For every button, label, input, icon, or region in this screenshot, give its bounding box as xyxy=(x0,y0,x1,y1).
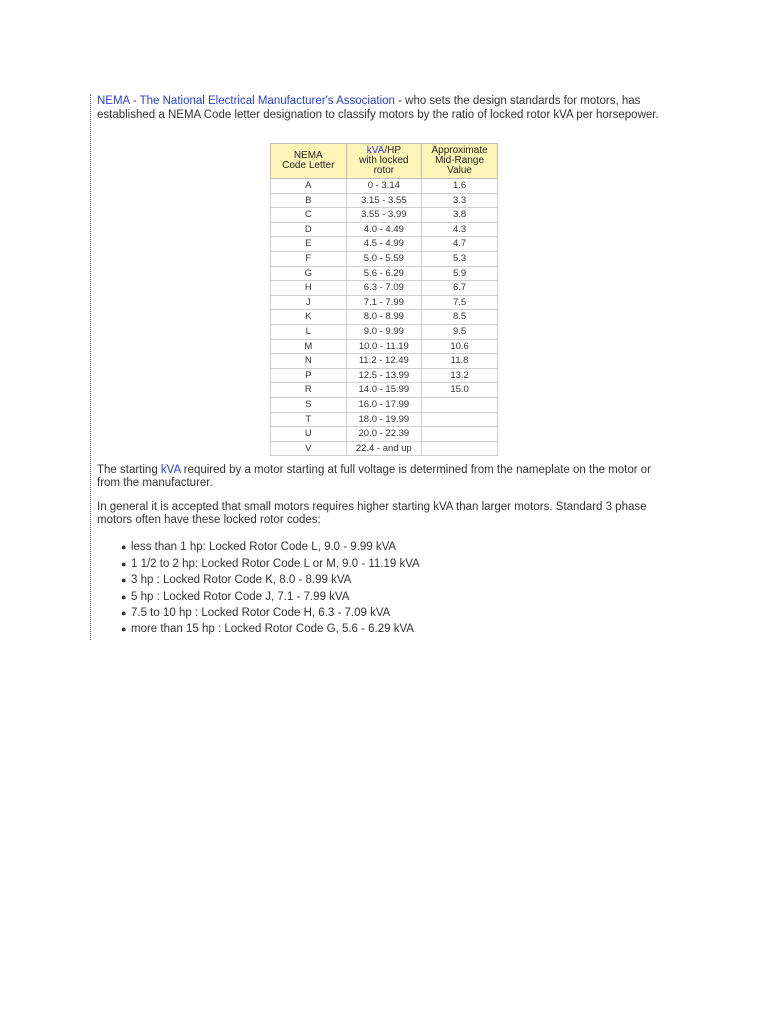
bullet-icon: ● xyxy=(121,542,127,553)
cell-letter: N xyxy=(271,354,347,369)
cell-range: 22.4 - and up xyxy=(346,441,422,456)
cell-letter: T xyxy=(271,412,347,427)
bullet-icon: ● xyxy=(121,591,127,602)
cell-letter: P xyxy=(271,368,347,383)
table-row xyxy=(271,222,498,237)
locked-rotor-code-list xyxy=(97,539,677,637)
cell-letter: M xyxy=(271,339,347,354)
cell-mid: 7.5 xyxy=(422,295,498,310)
cell-letter: L xyxy=(271,324,347,339)
cell-range: 5.6 - 6.29 xyxy=(346,266,422,281)
cell-range: 18.0 - 19.99 xyxy=(346,412,422,427)
header-mid-range: Approximate Mid-Range Value xyxy=(422,144,498,179)
intro-paragraph xyxy=(97,94,677,122)
cell-range: 7.1 - 7.99 xyxy=(346,295,422,310)
cell-range: 6.3 - 7.09 xyxy=(346,281,422,296)
cell-range: 3.15 - 3.55 xyxy=(346,193,422,208)
table-row xyxy=(271,397,498,412)
cell-range: 12.5 - 13.99 xyxy=(346,368,422,383)
list-item: ● 7.5 to 10 hp : Locked Rotor Code H, 6.3 - 7.09 kVA xyxy=(121,605,677,621)
cell-range: 3.55 - 3.99 xyxy=(346,208,422,223)
cell-mid: 6.7 xyxy=(422,281,498,296)
table-row xyxy=(271,295,498,310)
cell-letter: A xyxy=(271,179,347,194)
cell-range: 9.0 - 9.99 xyxy=(346,324,422,339)
table-row xyxy=(271,208,498,223)
table-row xyxy=(271,354,498,369)
cell-mid: 1.6 xyxy=(422,179,498,194)
cell-range: 4.0 - 4.49 xyxy=(346,222,422,237)
intro-text-line1: - who sets the design standards for motors, has xyxy=(394,95,641,107)
cell-mid xyxy=(422,441,498,456)
cell-letter: H xyxy=(271,281,347,296)
cell-letter: B xyxy=(271,193,347,208)
cell-range: 11.2 - 12.49 xyxy=(346,354,422,369)
nema-link[interactable]: NEMA - The National Electrical Manufacturer's Association xyxy=(97,95,395,107)
cell-range: 0 - 3.14 xyxy=(346,179,422,194)
cell-range: 10.0 - 11.19 xyxy=(346,339,422,354)
cell-mid: 5.9 xyxy=(422,266,498,281)
cell-mid xyxy=(422,427,498,442)
cell-range: 20.0 - 22.39 xyxy=(346,427,422,442)
table-row xyxy=(271,179,498,194)
cell-letter: R xyxy=(271,383,347,398)
bullet-icon: ● xyxy=(121,558,127,569)
cell-mid: 4.3 xyxy=(422,222,498,237)
bullet-icon: ● xyxy=(121,624,127,635)
cell-letter: K xyxy=(271,310,347,325)
cell-mid: 11.8 xyxy=(422,354,498,369)
cell-mid xyxy=(422,397,498,412)
table-row xyxy=(271,339,498,354)
cell-letter: F xyxy=(271,251,347,266)
table-row xyxy=(271,368,498,383)
table-row xyxy=(271,251,498,266)
content-area xyxy=(91,94,677,638)
table-row xyxy=(271,412,498,427)
list-item: ● more than 15 hp : Locked Rotor Code G, 5.6 - 6.29 kVA xyxy=(121,621,677,637)
table-container xyxy=(270,143,677,456)
cell-mid: 5.3 xyxy=(422,251,498,266)
cell-letter: D xyxy=(271,222,347,237)
nema-code-table xyxy=(270,143,498,456)
table-row xyxy=(271,266,498,281)
cell-letter: E xyxy=(271,237,347,252)
cell-letter: U xyxy=(271,427,347,442)
cell-letter: J xyxy=(271,295,347,310)
cell-mid: 13.2 xyxy=(422,368,498,383)
bullet-icon: ● xyxy=(121,575,127,586)
cell-mid: 8.5 xyxy=(422,310,498,325)
cell-letter: G xyxy=(271,266,347,281)
general-paragraph: In general it is accepted that small motors requires higher starting kVA than larger motors. Standard 3 phase motors often have these locked rotor codes: xyxy=(97,501,647,527)
table-row xyxy=(271,383,498,398)
list-item: ● 5 hp : Locked Rotor Code J, 7.1 - 7.99 kVA xyxy=(121,589,677,605)
cell-mid: 15.0 xyxy=(422,383,498,398)
cell-mid: 4.7 xyxy=(422,237,498,252)
table-row xyxy=(271,441,498,456)
list-item: ● less than 1 hp: Locked Rotor Code L, 9.0 - 9.99 kVA xyxy=(121,539,677,555)
cell-letter: S xyxy=(271,397,347,412)
cell-range: 8.0 - 8.99 xyxy=(346,310,422,325)
document-body xyxy=(90,94,691,640)
table-row xyxy=(271,324,498,339)
list-item: ● 1 1/2 to 2 hp: Locked Rotor Code L or M, 9.0 - 11.19 kVA xyxy=(121,556,677,572)
intro-text-line2: established a NEMA Code letter designation to classify motors by the ratio of locked rotor kVA per horsepower. xyxy=(97,109,659,121)
kva-link[interactable]: kVA xyxy=(160,464,181,477)
cell-range: 14.0 - 15.99 xyxy=(346,383,422,398)
cell-mid: 3.3 xyxy=(422,193,498,208)
header-kva-hp: kVA/HP with locked rotor xyxy=(346,144,422,179)
cell-range: 16.0 - 17.99 xyxy=(346,397,422,412)
bullet-icon: ● xyxy=(121,607,127,618)
table-row xyxy=(271,310,498,325)
cell-mid: 9.5 xyxy=(422,324,498,339)
cell-mid xyxy=(422,412,498,427)
cell-range: 4.5 - 4.99 xyxy=(346,237,422,252)
table-row xyxy=(271,237,498,252)
table-row xyxy=(271,427,498,442)
table-row xyxy=(271,281,498,296)
cell-letter: V xyxy=(271,441,347,456)
table-row xyxy=(271,193,498,208)
kva-header-link[interactable]: kVA xyxy=(366,145,385,156)
cell-range: 5.0 - 5.59 xyxy=(346,251,422,266)
cell-letter: C xyxy=(271,208,347,223)
starting-kva-paragraph: The starting kVA required by a motor starting at full voltage is determined from the nameplate on the motor or from the manufacturer. xyxy=(97,464,651,490)
list-item: ● 3 hp : Locked Rotor Code K, 8.0 - 8.99 kVA xyxy=(121,572,677,588)
cell-mid: 3.8 xyxy=(422,208,498,223)
header-code-letter: NEMA Code Letter xyxy=(271,144,347,179)
cell-mid: 10.6 xyxy=(422,339,498,354)
table-header-row xyxy=(271,144,498,179)
